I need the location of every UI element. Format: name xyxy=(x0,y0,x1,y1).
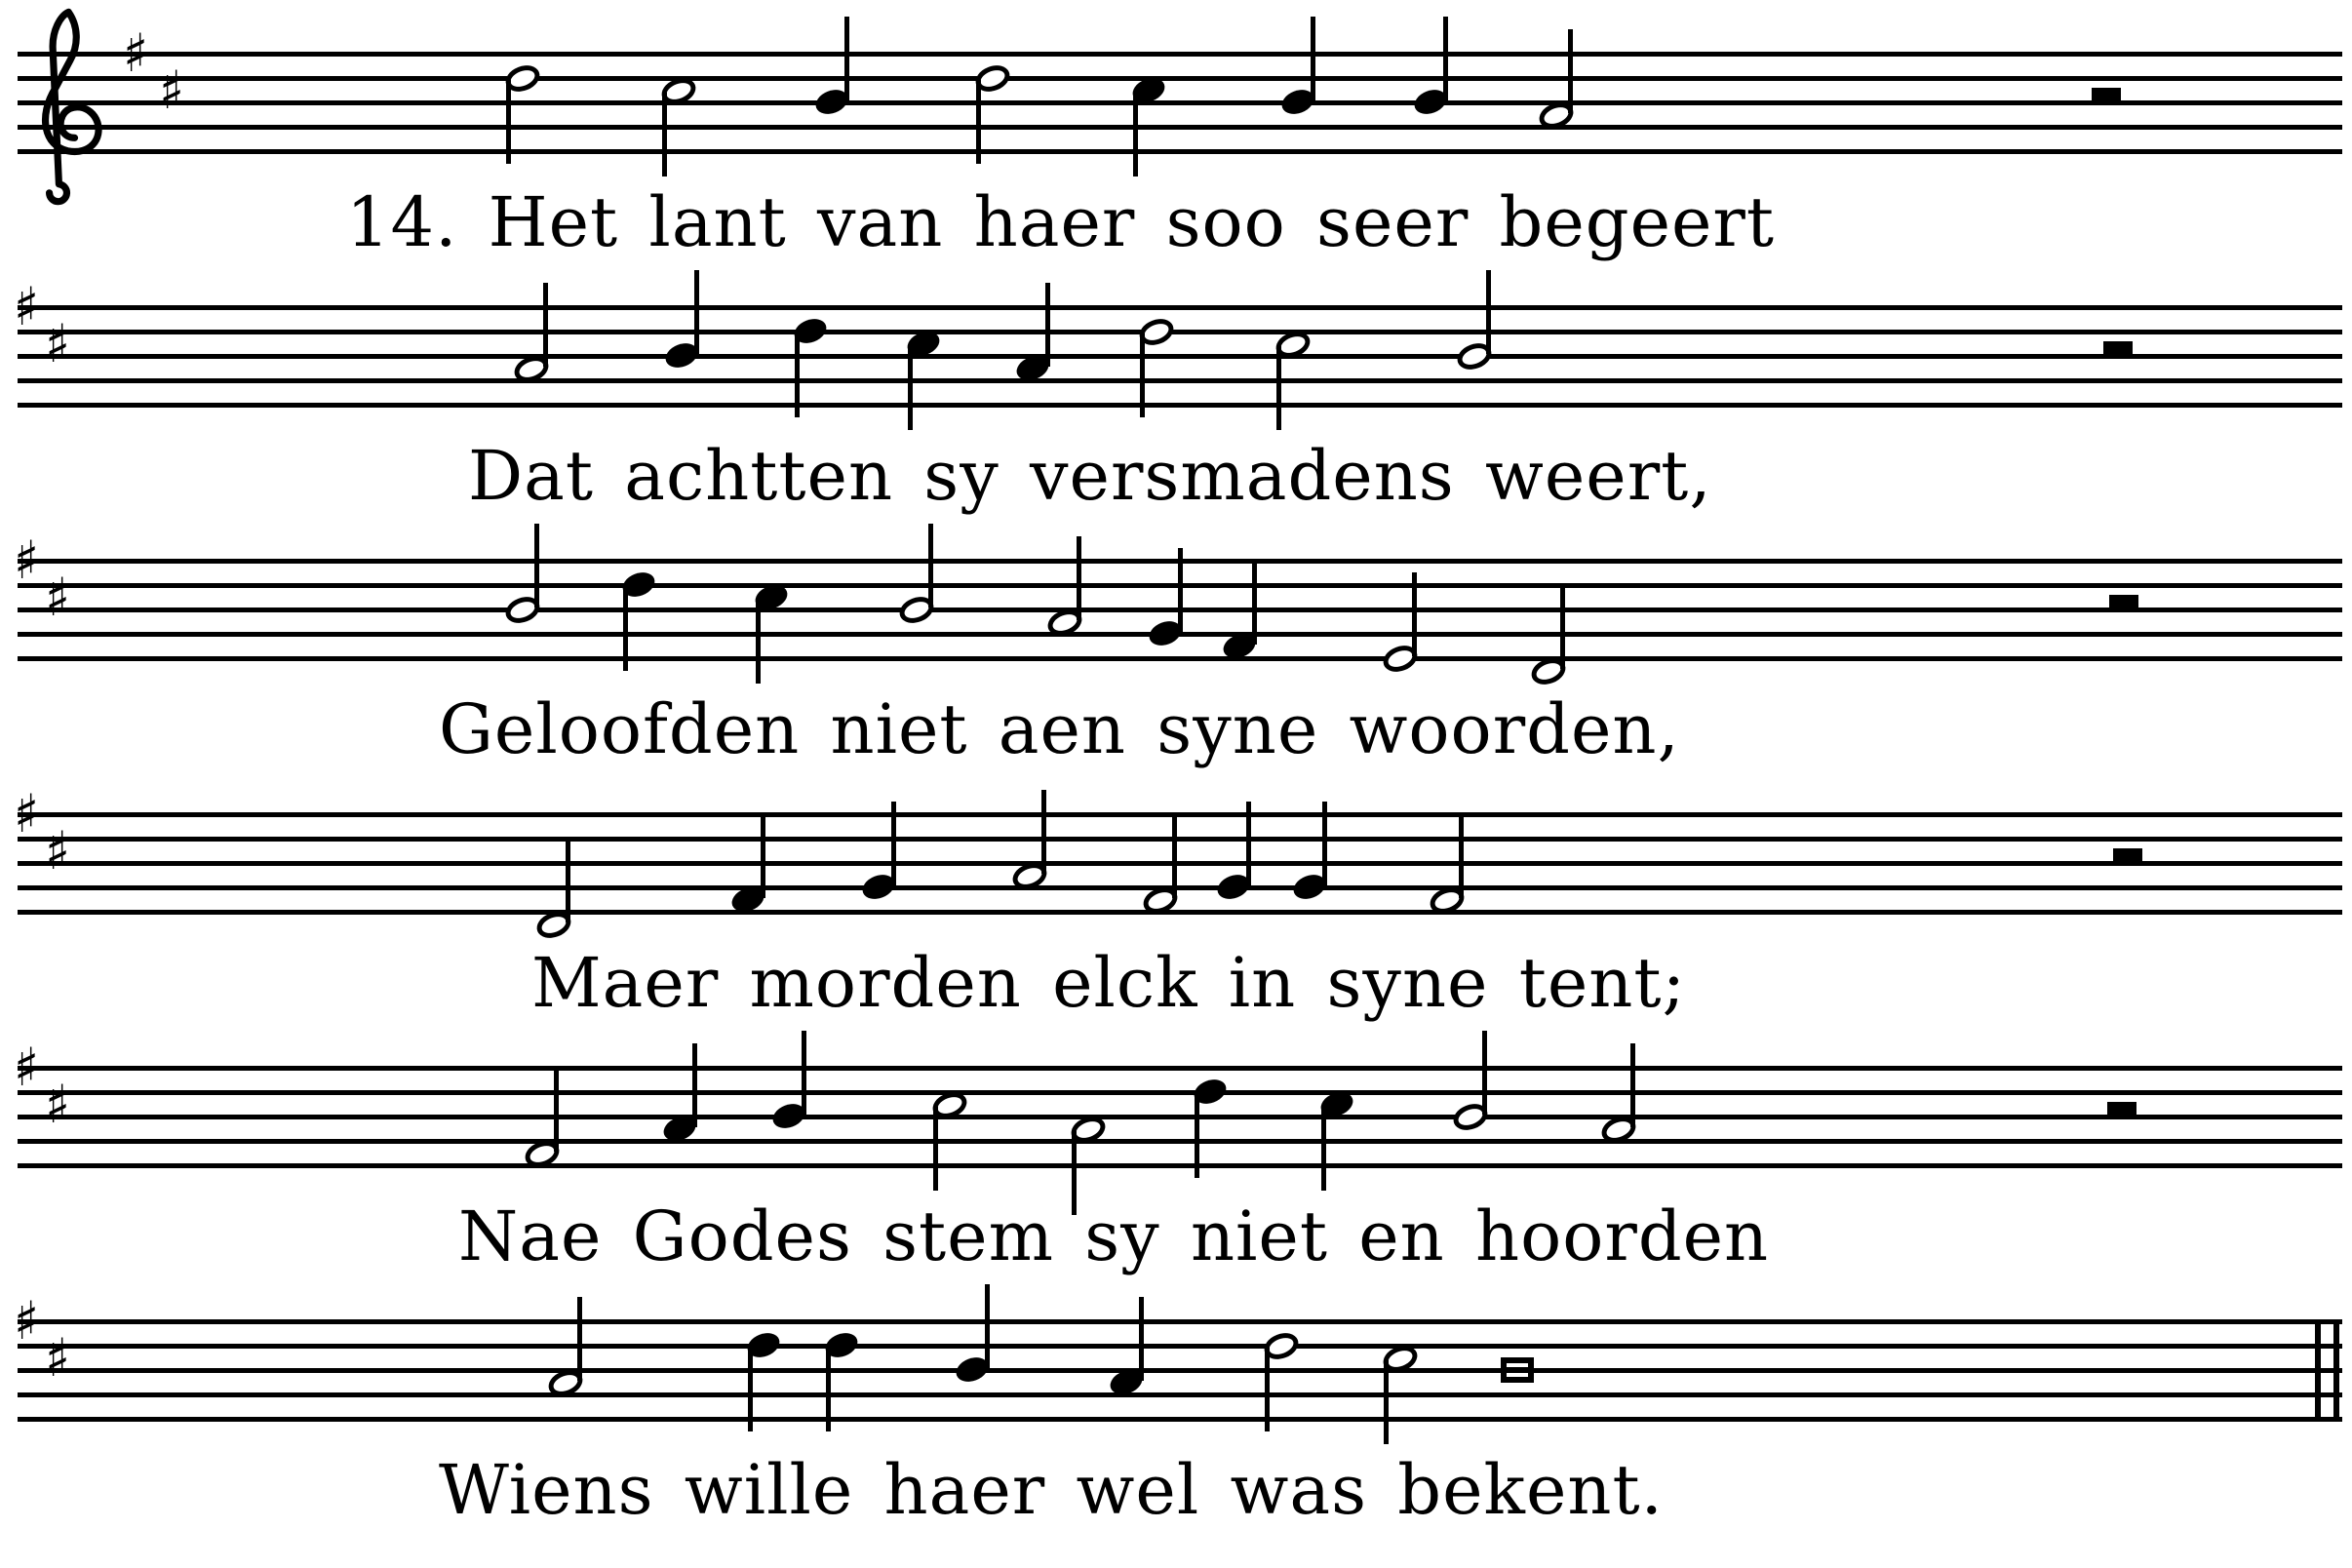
sharp-icon: ♯ xyxy=(45,1073,71,1135)
note-stem xyxy=(694,270,699,354)
note-stem xyxy=(985,1284,990,1368)
half-rest xyxy=(2109,595,2138,608)
staff-line xyxy=(18,910,2342,915)
staff-line xyxy=(18,837,2342,842)
note-stem xyxy=(933,1107,938,1191)
note-stem xyxy=(1077,536,1081,620)
sharp-icon: ♯ xyxy=(14,529,40,591)
note-stem xyxy=(756,600,761,684)
final-double-barline xyxy=(2333,1319,2339,1422)
note-stem xyxy=(1560,585,1565,669)
staff-line xyxy=(18,1319,2342,1324)
treble-clef-icon xyxy=(20,7,105,212)
note-stem xyxy=(1195,1094,1199,1178)
sharp-icon: ♯ xyxy=(14,1037,40,1098)
staff-line xyxy=(18,861,2342,866)
note-stem xyxy=(1459,814,1464,898)
note-stem xyxy=(1172,814,1177,898)
sharp-icon: ♯ xyxy=(14,783,40,844)
staff-line xyxy=(18,1344,2342,1349)
staff-line xyxy=(18,76,2342,81)
staff-line xyxy=(18,1163,2342,1168)
note-stem xyxy=(554,1068,559,1152)
staff-line xyxy=(18,403,2342,408)
half-rest xyxy=(2103,341,2133,354)
half-rest xyxy=(2113,848,2142,861)
staff-line xyxy=(18,149,2342,154)
note-stem xyxy=(1045,283,1050,367)
sharp-icon: ♯ xyxy=(45,819,71,882)
lyric-line: Maer morden elck in syne tent; xyxy=(531,943,1687,1023)
note-stem xyxy=(1265,1348,1270,1431)
note-stem xyxy=(534,524,539,608)
lyric-line: Geloofden niet aen syne woorden, xyxy=(439,689,1680,769)
note-stem xyxy=(1384,1360,1389,1444)
note-stem xyxy=(1276,346,1281,430)
note-stem xyxy=(1630,1043,1635,1127)
staff-line xyxy=(18,125,2342,130)
note-stem xyxy=(1486,270,1491,354)
breve-note xyxy=(1501,1357,1534,1383)
note-stem xyxy=(1252,561,1257,645)
note-stem xyxy=(928,524,933,608)
note-stem xyxy=(1140,333,1145,417)
note-stem xyxy=(1311,17,1315,100)
note-stem xyxy=(1482,1031,1487,1115)
note-stem xyxy=(795,333,800,417)
note-stem xyxy=(623,587,628,671)
lyric-line: 14. Het lant van haer soo seer begeert xyxy=(346,182,1776,262)
note-stem xyxy=(761,814,765,898)
note-stem xyxy=(1322,802,1327,885)
final-double-barline xyxy=(2315,1319,2321,1422)
sharp-icon: ♯ xyxy=(159,59,185,121)
half-rest xyxy=(2092,88,2121,100)
staff-line xyxy=(18,1066,2342,1071)
lyric-line: Nae Godes stem sy niet en hoorden xyxy=(458,1196,1770,1276)
note-stem xyxy=(1443,17,1448,100)
staff-line xyxy=(18,100,2342,105)
staff-line xyxy=(18,885,2342,890)
staff-line xyxy=(18,1392,2342,1397)
staff-line xyxy=(18,812,2342,817)
note-stem xyxy=(976,80,981,164)
note-stem xyxy=(891,802,896,885)
staff-line xyxy=(18,1139,2342,1144)
note-stem xyxy=(826,1348,831,1431)
note-stem xyxy=(1139,1297,1144,1381)
note-stem xyxy=(1133,93,1138,176)
note-stem xyxy=(1246,802,1251,885)
sharp-icon: ♯ xyxy=(14,276,40,337)
staff-line xyxy=(18,52,2342,57)
staff-line xyxy=(18,305,2342,310)
sharp-icon: ♯ xyxy=(45,1326,71,1389)
staff-line xyxy=(18,354,2342,359)
staff-line xyxy=(18,656,2342,661)
lyric-line: Dat achtten sy versmadens weert, xyxy=(468,436,1712,516)
note-stem xyxy=(692,1043,697,1127)
staff-line xyxy=(18,1090,2342,1095)
note-stem xyxy=(908,346,913,430)
note-stem xyxy=(577,1297,582,1381)
note-stem xyxy=(566,839,570,922)
staff-line xyxy=(18,330,2342,334)
note-stem xyxy=(844,17,849,100)
staff-line xyxy=(18,1417,2342,1422)
sharp-icon: ♯ xyxy=(14,1290,40,1352)
note-stem xyxy=(1412,572,1417,656)
sharp-icon: ♯ xyxy=(45,566,71,628)
note-stem xyxy=(543,283,548,367)
sharp-icon: ♯ xyxy=(45,312,71,374)
note-stem xyxy=(1041,790,1046,874)
note-stem xyxy=(1568,29,1573,113)
note-stem xyxy=(748,1348,753,1431)
staff-line xyxy=(18,1115,2342,1119)
note-stem xyxy=(1321,1107,1326,1191)
staff-line xyxy=(18,378,2342,383)
half-rest xyxy=(2107,1102,2136,1115)
lyric-line: Wiens wille haer wel was bekent. xyxy=(439,1450,1664,1530)
note-stem xyxy=(1178,548,1183,632)
note-stem xyxy=(802,1031,806,1115)
note-stem xyxy=(506,80,511,164)
staff-line xyxy=(18,1368,2342,1373)
sharp-icon: ♯ xyxy=(123,22,149,84)
note-stem xyxy=(662,93,667,176)
